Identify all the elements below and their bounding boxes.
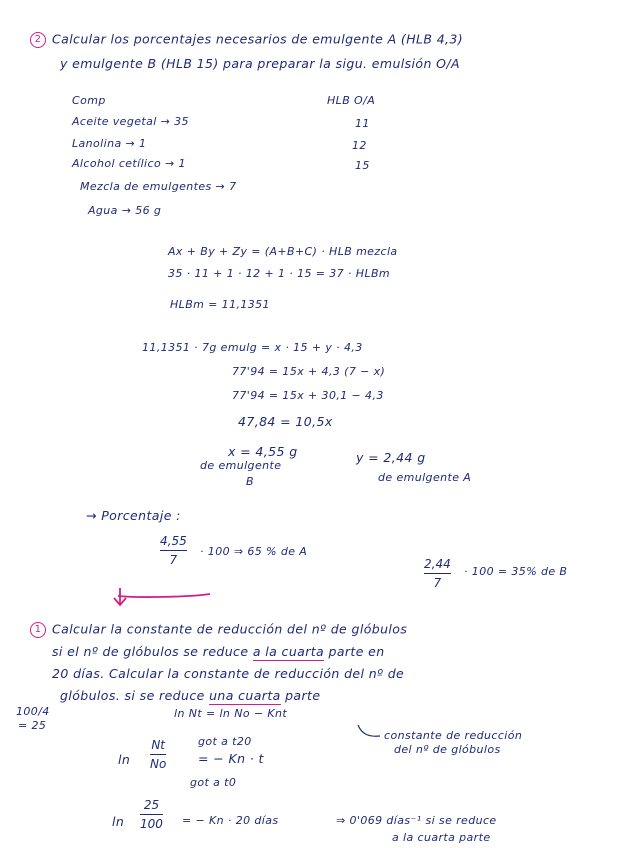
row-alcohol: Alcohol cetílico → 1 [72,157,186,170]
fraction-a-numerator: 4,55 [160,534,187,548]
result-line-1: ⇒ 0'069 días⁻¹ si se reduce [336,814,497,827]
y-label: de emulgente A [378,471,472,484]
log-equation: ln Nt = ln No − Knt [174,707,288,720]
fraction-a-denominator: 7 [169,553,178,567]
fraction-b [424,557,451,590]
fraction-b-bar [424,573,451,574]
fraction-25-100-bar [140,814,163,815]
equation-4: 11,1351 · 7g emulg = x · 15 + y · 4,3 [142,341,363,354]
problem2-statement-line2: y emulgente B (HLB 15) para preparar la sigu. emulsión O/A [60,56,460,71]
problem1-statement-line1: 1 Calcular la constante de reducción del nº de glóbulos [30,622,407,638]
pink-divider [118,594,210,597]
result-line-2: a la cuarta parte [392,831,491,844]
side-note-2: = 25 [18,719,47,732]
problem1-number-badge: 1 [30,622,46,638]
ln-label-2: ln [112,814,125,829]
side-note-1: 100/4 [16,705,50,718]
equation-1: Ax + By + Zy = (A+B+C) · HLB mezcla [168,245,398,258]
fraction-a-bar [160,550,187,551]
percentage-b: · 100 = 35% de B [464,565,568,578]
fraction-nt: Nt [151,738,165,752]
problem2-statement-line1: 2 Calcular los porcentajes necesarios de emulgente A (HLB 4,3) [30,32,463,48]
comp-header: Comp [72,94,106,107]
underlined-a-la-cuarta: a la cuarta [252,644,325,659]
row-lanolina: Lanolina → 1 [72,137,147,150]
ln-label-1: ln [118,752,131,767]
equation-6: 77'94 = 15x + 30,1 − 4,3 [232,389,384,402]
row-aceite: Aceite vegetal → 35 [72,115,189,128]
row-alcohol-hlb: 15 [355,159,370,172]
x-result: x = 4,55 g [228,444,298,459]
fraction-no: No [150,757,167,771]
x-label-1: de emulgente [200,459,282,472]
fraction-a [160,534,187,567]
problem1-statement-line3: 20 días. Calcular la constante de reducción del nº de [52,666,405,681]
hlb-header: HLB O/A [327,94,376,107]
equation-7: 47,84 = 10,5x [238,414,333,429]
equation-5: 77'94 = 15x + 4,3 (7 − x) [232,365,386,378]
x-label-2: B [246,475,254,488]
underlined-una-cuarta: una cuarta [209,688,281,703]
problem1-statement-line2: si el nº de glóbulos se reduce a la cuarta parte en [52,644,385,659]
fraction-25: 25 [143,798,160,812]
fraction-b-denominator: 7 [433,576,442,590]
got-t20-note: got a t20 [198,735,252,748]
problem1-statement-line4: glóbulos. si se reduce una cuarta parte [60,688,321,703]
equation-3: HLBm = 11,1351 [170,298,270,311]
fraction-25-100 [140,798,163,831]
got-t0-note: got a t0 [190,776,237,789]
row-agua: Agua → 56 g [88,204,162,217]
fraction-b-numerator: 2,44 [424,557,451,571]
fraction-nt-no-bar [150,754,166,755]
percentage-heading: → Porcentaje : [86,508,181,523]
row-mezcla: Mezcla de emulgentes → 7 [80,180,237,193]
constant-note-1: constante de reducción [384,729,523,742]
row-lanolina-hlb: 12 [352,139,367,152]
curved-arrow-icon [358,725,380,736]
fraction-100: 100 [140,817,163,831]
y-result: y = 2,44 g [356,450,426,465]
problem2-number-badge: 2 [30,32,46,48]
equation-2: 35 · 11 + 1 · 12 + 1 · 15 = 37 · HLBm [168,267,391,280]
percentage-a: · 100 ⇒ 65 % de A [200,545,308,558]
fraction-2-rest: = − Kn · 20 días [182,814,279,827]
fraction-nt-no [150,738,166,771]
row-aceite-hlb: 11 [355,117,370,130]
constant-note-2: del nº de glóbulos [394,743,501,756]
fraction-1-rest: = − Kn · t [198,751,264,766]
